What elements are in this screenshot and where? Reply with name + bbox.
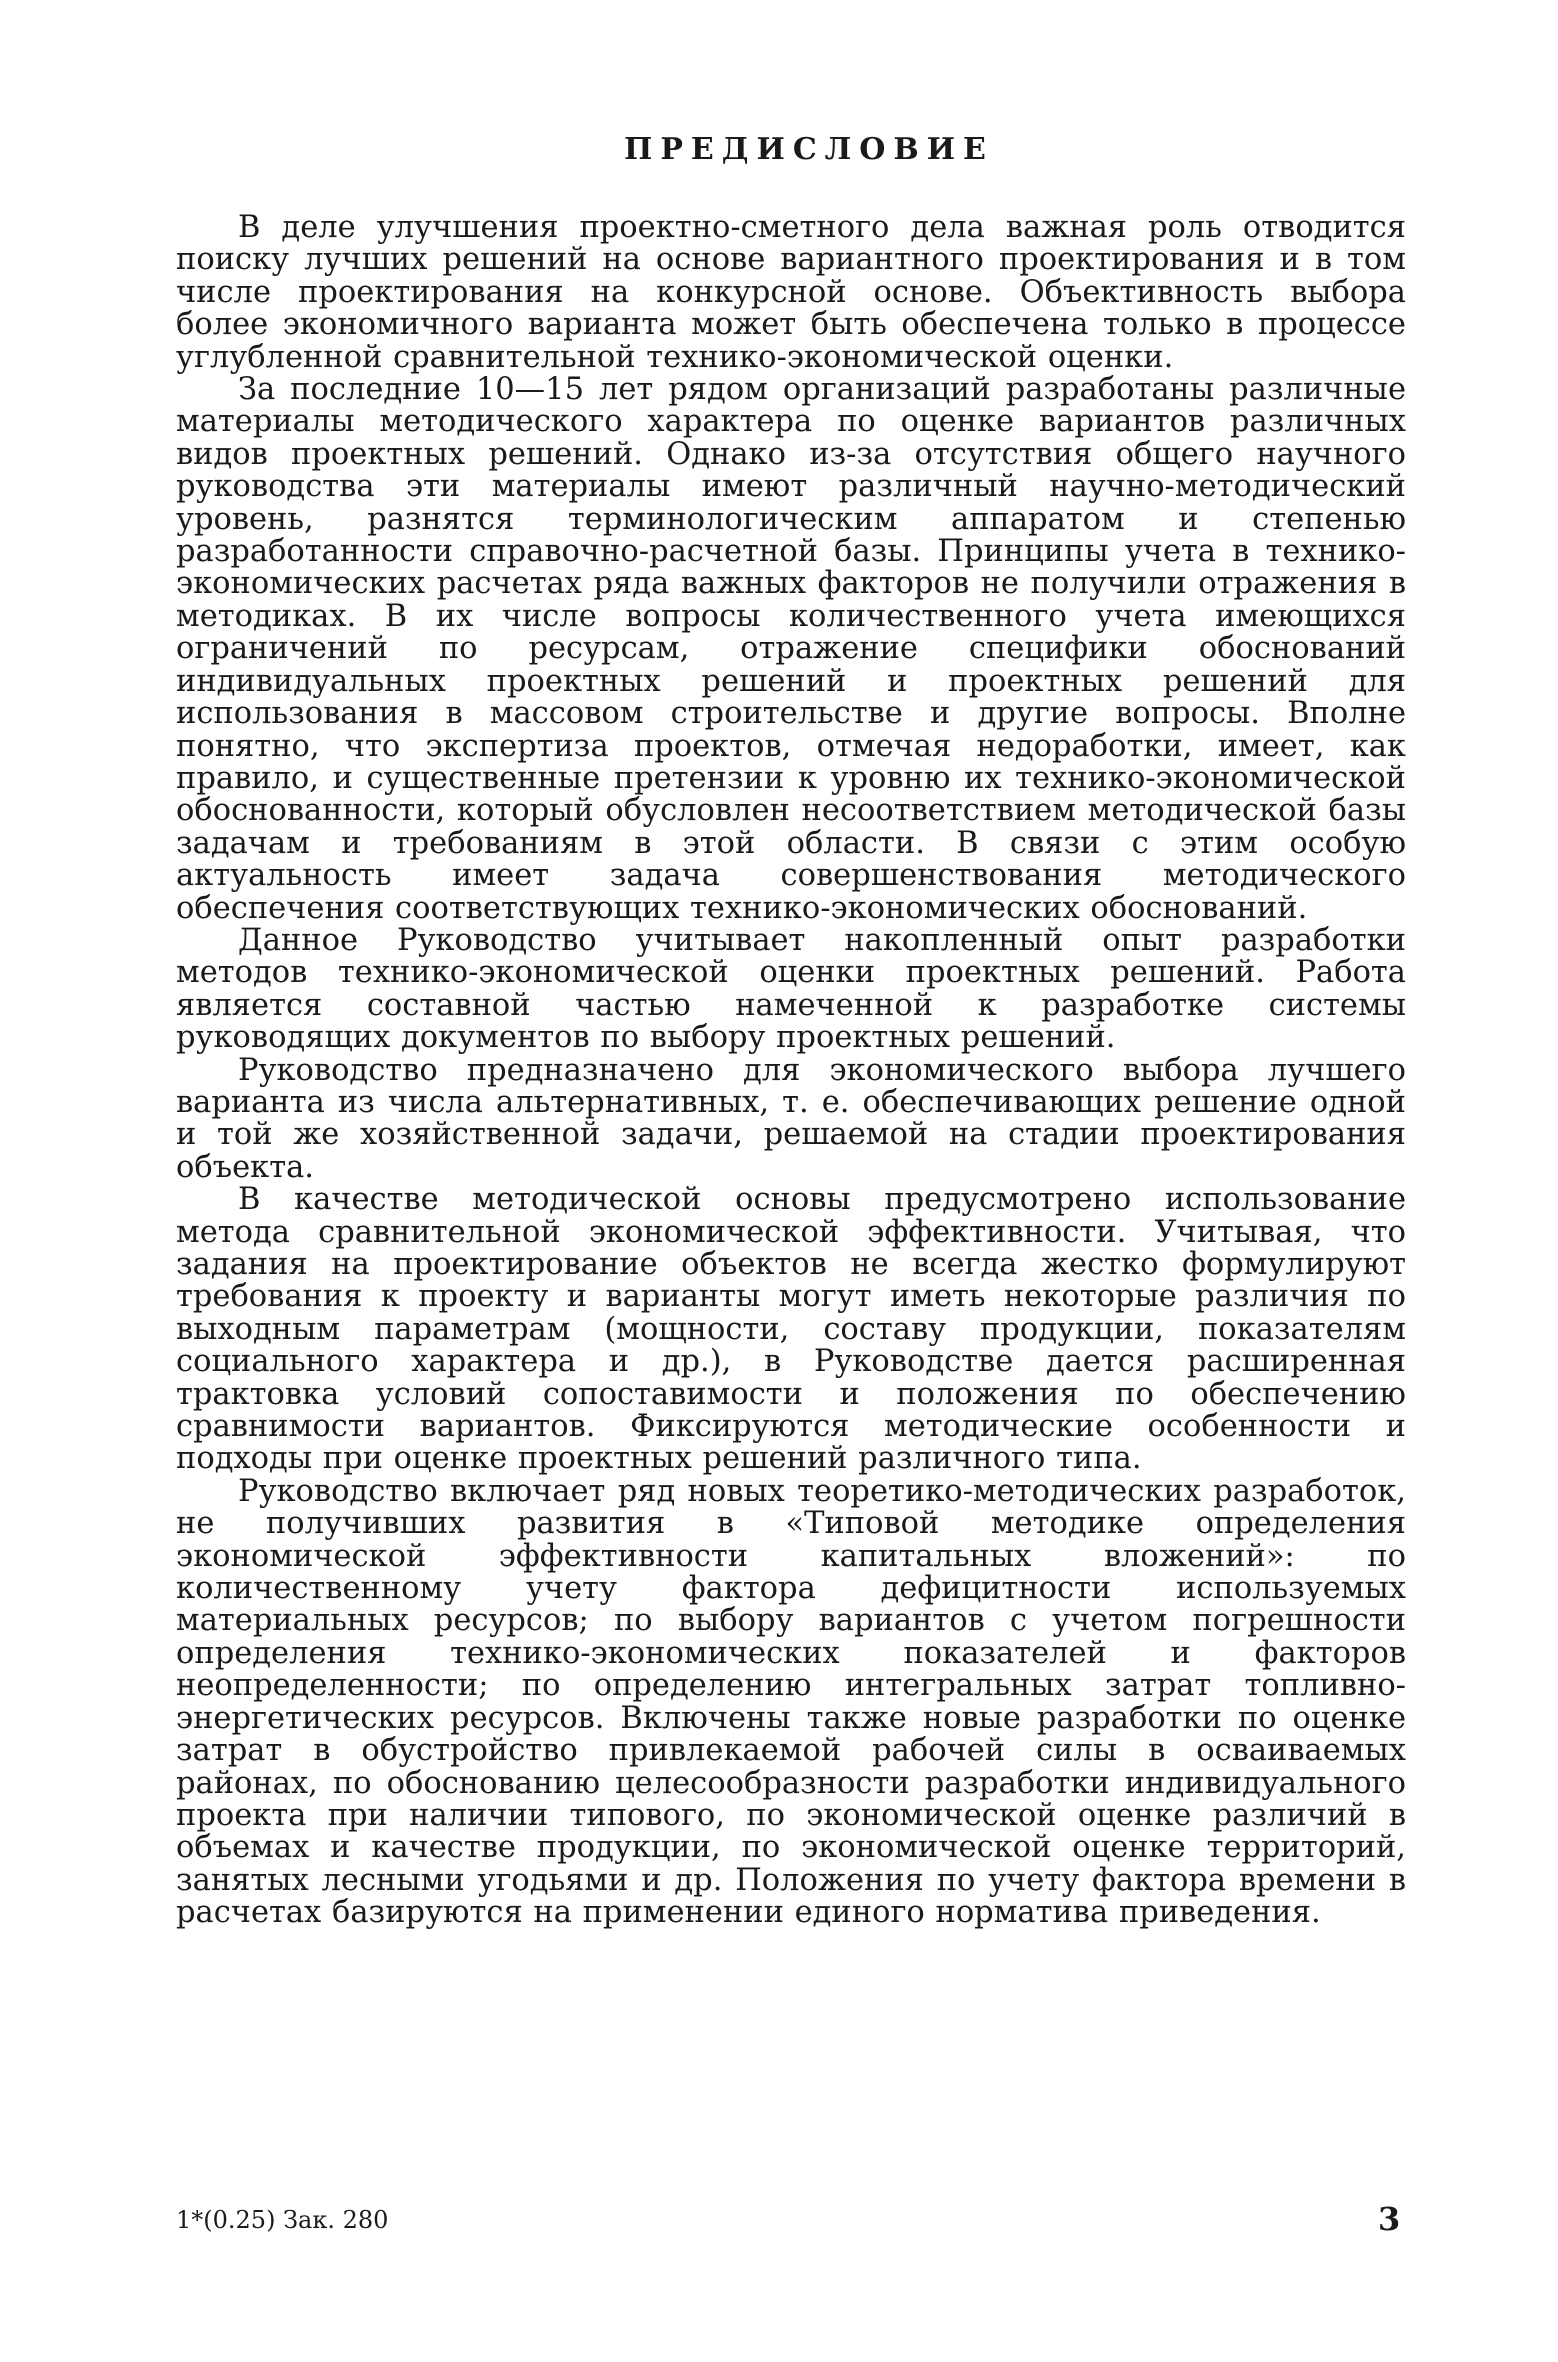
page-title: ПРЕДИСЛОВИЕ — [624, 132, 994, 167]
paragraph: Руководство включает ряд новых теоретико-методических разработок, не получивших развития в «Типовой методике определения экономической эффективности капитальных вложений»: по количественному учету фактора дефицитности используемых материальных ресурсов; по выбору вариантов с учетом погрешности определения технико-экономических показателей и факторов неопределенности; по определению интегральных затрат топливно-энергетических ресурсов. Включены также новые разработки по оценке затрат в обустройство привлекаемой рабочей силы в осваиваемых районах, по обоснованию целесообразности разработки индивидуального проекта при наличии типового, по экономической оценке различий в объемах и качестве продукции, по экономической оценке территорий, занятых лесными угодьями и др. Положения по учету фактора времени в расчетах базируются на применении единого норматива приведения. — [176, 1473, 1406, 1931]
print-order-footnote: 1*(0.25) Зак. 280 — [176, 2206, 389, 2234]
paragraph: За последние 10—15 лет рядом организаций разработаны различные материалы методического характера по оценке вариантов различных видов проектных решений. Однако из-за отсутствия общего научного руководства эти материалы имеют различный научно-методический уровень, разнятся терминологическим аппаратом и степенью разработанности справочно-расчетной базы. Принципы учета в технико-экономических расчетах ряда важных факторов не получили отражения в методиках. В их числе вопросы количественного учета имеющихся ограничений по ресурсам, отражение специфики обоснований индивидуальных проектных решений и проектных решений для использования в массовом строительстве и другие вопросы. Вполне понятно, что экспертиза проектов, отмечая недоработки, имеет, как правило, и существенные претензии к уровню их технико-экономической обоснованности, который обусловлен несоответствием методической базы задачам и требованиям в этой области. В связи с этим особую актуальность имеет задача совершенствования методического обеспечения соответствующих технико-экономических обоснований. — [176, 372, 1406, 926]
paragraph: В деле улучшения проектно-сметного дела важная роль отводится поиску лучших решений на основе вариантного проектирования и в том числе проектирования на конкурсной основе. Объективность выбора более экономичного варианта может быть обеспечена только в процессе углубленной сравнительной технико-экономической оценки. — [176, 210, 1406, 375]
paragraph: Данное Руководство учитывает накопленный опыт разработки методов технико-экономической оценки проектных решений. Работа является составной частью намеченной к разработке системы руководящих документов по выбору проектных решений. — [176, 922, 1406, 1056]
body-text — [176, 212, 1406, 1930]
page-number: 3 — [1378, 2200, 1401, 2238]
paragraph: В качестве методической основы предусмотрено использование метода сравнительной экономической эффективности. Учитывая, что задания на проектирование объектов не всегда жестко формулируют требования к проекту и варианты могут иметь некоторые различия по выходным параметрам (мощности, составу продукции, показателям социального характера и др.), в Руководстве дается расширенная трактовка условий сопоставимости и положения по обеспечению сравнимости вариантов. Фиксируются методические особенности и подходы при оценке проектных решений различного типа. — [176, 1182, 1406, 1477]
paragraph: Руководство предназначено для экономического выбора лучшего варианта из числа альтернативных, т. е. обеспечивающих решение одной и той же хозяйственной задачи, решаемой на стадии проектирования объекта. — [176, 1052, 1406, 1185]
